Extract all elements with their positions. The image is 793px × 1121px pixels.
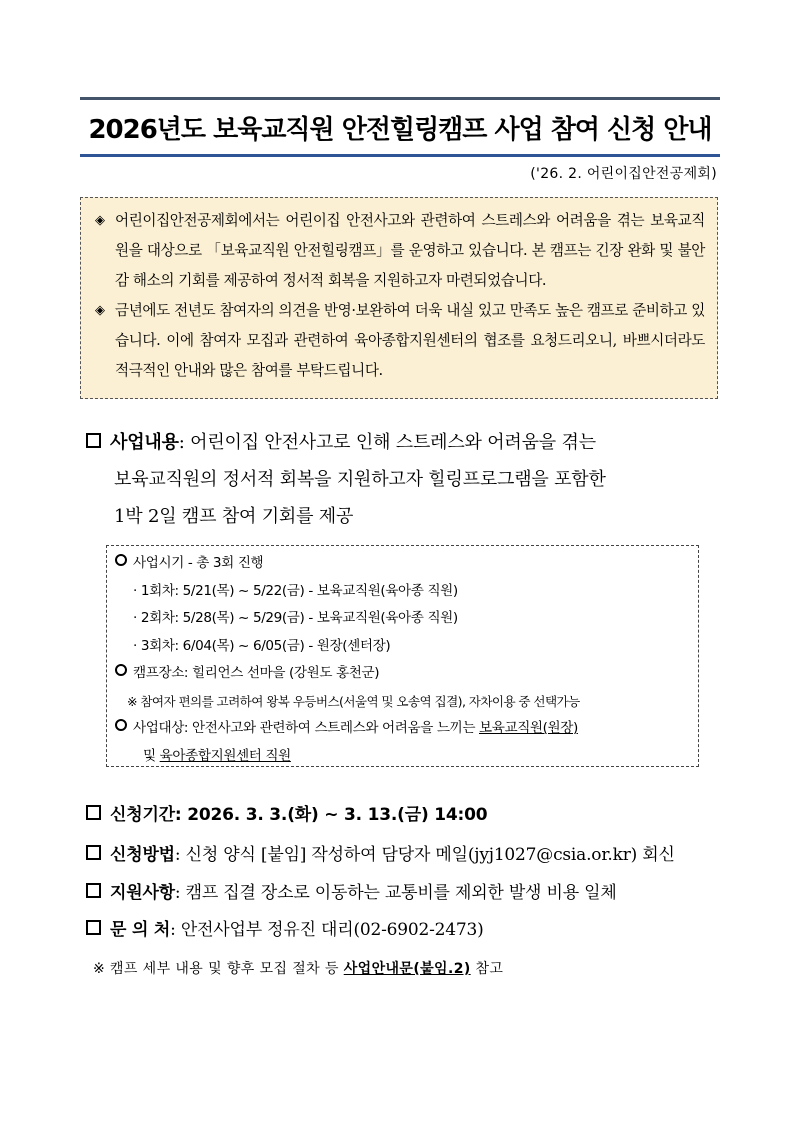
checkbox-square-icon bbox=[86, 920, 101, 935]
target-line1 bbox=[115, 715, 690, 743]
target-text: 사업대상: 안전사고와 관련하여 스트레스와 어려움을 느끼는 bbox=[133, 720, 479, 736]
checkbox-square-icon bbox=[86, 883, 101, 898]
application-period bbox=[86, 800, 487, 825]
issue-date: ('26. 2. 어린이집안전공제회) bbox=[530, 166, 717, 182]
details-box bbox=[106, 545, 699, 767]
target-underline-staff: 보육교직원(원장) bbox=[479, 720, 578, 736]
session-item: · 2회차: 5/28(목) ~ 5/29(금) - 보육교직원(육아종 직원) bbox=[133, 610, 458, 626]
notice-box bbox=[80, 197, 718, 399]
diamond-bullet-icon: ◈ bbox=[95, 303, 105, 318]
checkbox-square-icon bbox=[86, 805, 101, 820]
support-label: 지원사항 bbox=[110, 883, 175, 903]
target-underline-center: 육아종합지원센터 직원 bbox=[159, 747, 291, 764]
camp-place-text: 캠프장소: 힐리언스 선마을 (강원도 홍천군) bbox=[133, 665, 380, 681]
contact-info bbox=[86, 915, 484, 940]
notice-item bbox=[95, 206, 705, 296]
period-value: : 2026. 3. 3.(화) ~ 3. 13.(금) 14:00 bbox=[174, 805, 488, 825]
document-title: 2026년도 보육교직원 안전힐링캠프 사업 참여 신청 안내 bbox=[88, 114, 712, 145]
circle-bullet-icon bbox=[115, 719, 127, 731]
checkbox-square-icon bbox=[86, 845, 101, 860]
footnote-prefix: ※ 캠프 세부 내용 및 향후 모집 절차 등 bbox=[93, 961, 344, 977]
schedule-title-text: 사업시기 - 총 3회 진행 bbox=[133, 555, 264, 571]
contact-label: 문 의 처 bbox=[110, 920, 171, 940]
camp-place bbox=[115, 660, 690, 688]
target-and-text: 및 bbox=[143, 747, 160, 764]
application-method bbox=[86, 840, 675, 865]
schedule-title bbox=[115, 550, 690, 578]
place-note: ※ 참여자 편의를 고려하여 왕복 우등버스(서울역 및 오송역 집결), 자차이용 중 선택가능 bbox=[127, 693, 580, 709]
footnote-reference: 사업안내문(붙임.2) bbox=[343, 961, 471, 977]
notice-text: 어린이집안전공제회에서는 어린이집 안전사고와 관련하여 스트레스와 어려움을 겪는 보육교직원을 대상으로 「보육교직원 안전힐링캠프」를 운영하고 있습니다. 본 캠프는 긴장 완화 및 불안감 해소의 기회를 제공하여 정서적 회복을 지원하고자 마련되었습니다. bbox=[115, 212, 705, 289]
title-bar bbox=[80, 97, 720, 157]
footnote-suffix: 참고 bbox=[470, 961, 504, 977]
method-value: : 신청 양식 [붙임] 작성하여 담당자 메일(jyj1027@csia.or.kr) 회신 bbox=[174, 845, 675, 865]
circle-bullet-icon bbox=[115, 664, 127, 676]
business-content-text: : 어린이집 안전사고로 인해 스트레스와 어려움을 겪는 bbox=[178, 432, 596, 453]
notice-item bbox=[95, 296, 705, 386]
business-content-line2: 보육교직원의 정서적 회복을 지원하고자 힐링프로그램을 포함한 bbox=[114, 469, 606, 490]
support-items bbox=[86, 878, 617, 903]
checkbox-square-icon bbox=[86, 433, 101, 448]
session-item: · 1회차: 5/21(목) ~ 5/22(금) - 보육교직원(육아종 직원) bbox=[133, 582, 458, 599]
diamond-bullet-icon: ◈ bbox=[95, 213, 105, 228]
target-line2 bbox=[115, 743, 690, 771]
method-label: 신청방법 bbox=[110, 845, 175, 865]
business-content-line3: 1박 2일 캠프 참여 기회를 제공 bbox=[114, 506, 354, 527]
business-content-label: 사업내용 bbox=[110, 432, 179, 453]
period-label: 신청기간 bbox=[110, 805, 175, 825]
circle-bullet-icon bbox=[115, 554, 127, 566]
business-content-line1 bbox=[86, 424, 722, 461]
footnote bbox=[93, 958, 503, 978]
notice-text: 금년에도 전년도 참여자의 의견을 반영·보완하여 더욱 내실 있고 만족도 높은 캠프로 준비하고 있습니다. 이에 참여자 모집과 관련하여 육아종합지원센터의 협조를 요청드리오니, 바쁘시더라도 적극적인 안내와 많은 참여를 부탁드립니다. bbox=[115, 302, 705, 379]
business-content-section bbox=[86, 424, 722, 535]
support-value: : 캠프 집결 장소로 이동하는 교통비를 제외한 발생 비용 일체 bbox=[174, 883, 617, 903]
contact-value: : 안전사업부 정유진 대리(02-6902-2473) bbox=[170, 920, 484, 940]
session-item: · 3회차: 6/04(목) ~ 6/05(금) - 원장(센터장) bbox=[133, 637, 391, 654]
